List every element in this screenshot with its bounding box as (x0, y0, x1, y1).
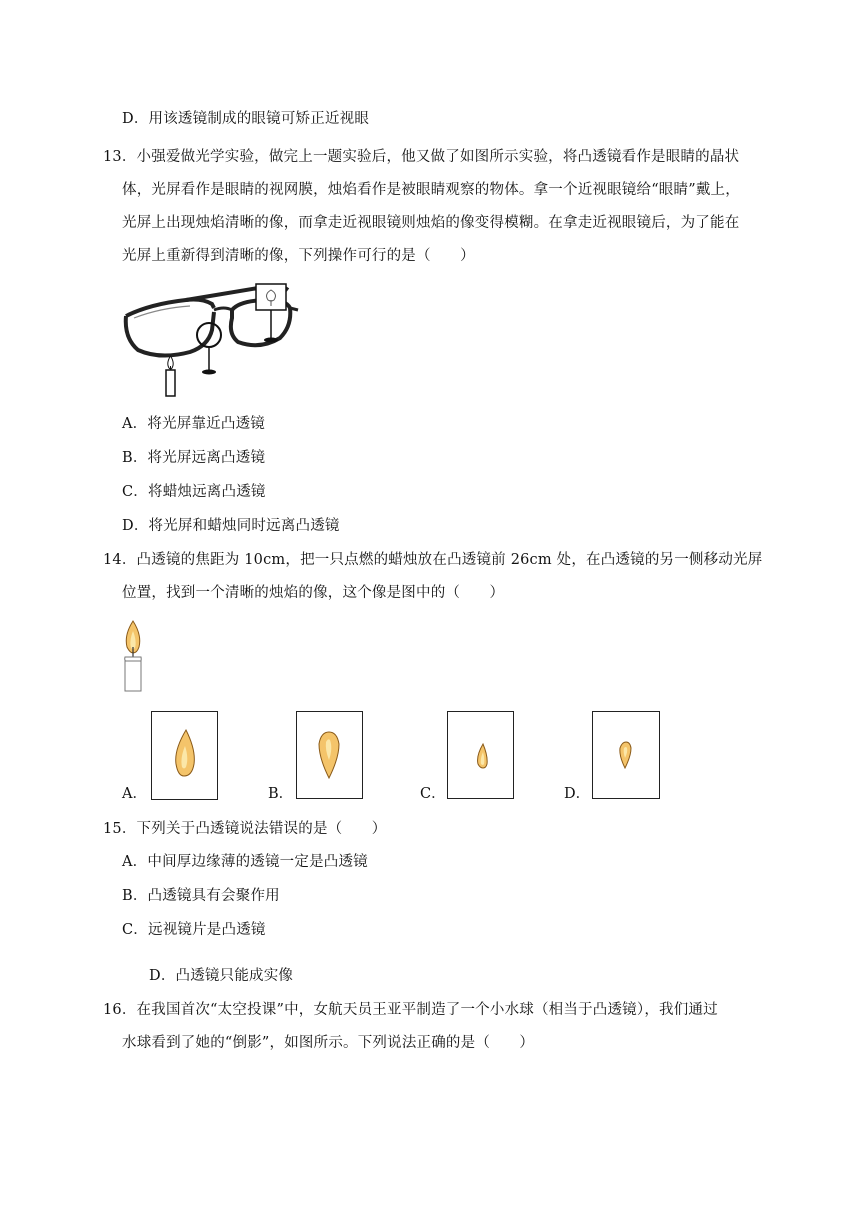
q13-option-d: D．将光屏和蜡烛同时远离凸透镜 (122, 518, 340, 534)
q14-option-d-label: D． (564, 786, 591, 802)
q12-option-d: D．用该透镜制成的眼镜可矫正近视眼 (122, 111, 370, 127)
lit-candle-figure (118, 617, 148, 693)
q14-option-b-image (296, 711, 363, 799)
glasses-lens-candle-figure (120, 278, 300, 400)
q15-option-c: C．远视镜片是凸透镜 (122, 922, 266, 938)
q14-option-c-label: C． (420, 786, 446, 802)
q14-option-c-image (447, 711, 514, 799)
q13-stem-line-3: 光屏上出现烛焰清晰的像，而拿走近视眼镜则烛焰的像变得模糊。在拿走近视眼镜后，为了能在 (122, 215, 740, 231)
q14-option-b-label: B． (268, 786, 294, 802)
q13-stem-line-1: 13．小强爱做光学实验，做完上一题实验后，他又做了如图所示实验，将凸透镜看作是眼睛的晶状 (103, 149, 740, 165)
q15-option-a: A．中间厚边缘薄的透镜一定是凸透镜 (122, 854, 368, 870)
q14-stem-line-1: 14．凸透镜的焦距为 10cm，把一只点燃的蜡烛放在凸透镜前 26cm 处，在凸透镜的另一侧移动光屏 (103, 552, 763, 568)
q14-option-a-label: A． (122, 786, 147, 802)
q14-option-d-image (592, 711, 660, 799)
q14-stem-line-2: 位置，找到一个清晰的烛焰的像，这个像是图中的（ ） (122, 585, 505, 601)
q15-option-b: B．凸透镜具有会聚作用 (122, 888, 280, 904)
q15-stem: 15．下列关于凸透镜说法错误的是（ ） (103, 821, 387, 837)
q13-option-c: C．将蜡烛远离凸透镜 (122, 484, 266, 500)
q14-option-a-image (151, 711, 218, 800)
q13-stem-line-2: 体，光屏看作是眼睛的视网膜，烛焰看作是被眼睛观察的物体。拿一个近视眼镜给“眼睛”戴上， (122, 182, 740, 198)
q16-stem-line-2: 水球看到了她的“倒影”，如图所示。下列说法正确的是（ ） (122, 1035, 535, 1051)
q15-option-d: D．凸透镜只能成实像 (149, 968, 294, 984)
q16-stem-line-1: 16．在我国首次“太空投课”中，女航天员王亚平制造了一个小水球（相当于凸透镜），我们通过 (103, 1002, 718, 1018)
q13-option-b: B．将光屏远离凸透镜 (122, 450, 266, 466)
q13-stem-line-4: 光屏上重新得到清晰的像，下列操作可行的是（ ） (122, 248, 475, 264)
q13-option-a: A．将光屏靠近凸透镜 (122, 416, 265, 432)
candle-icon (166, 356, 175, 396)
